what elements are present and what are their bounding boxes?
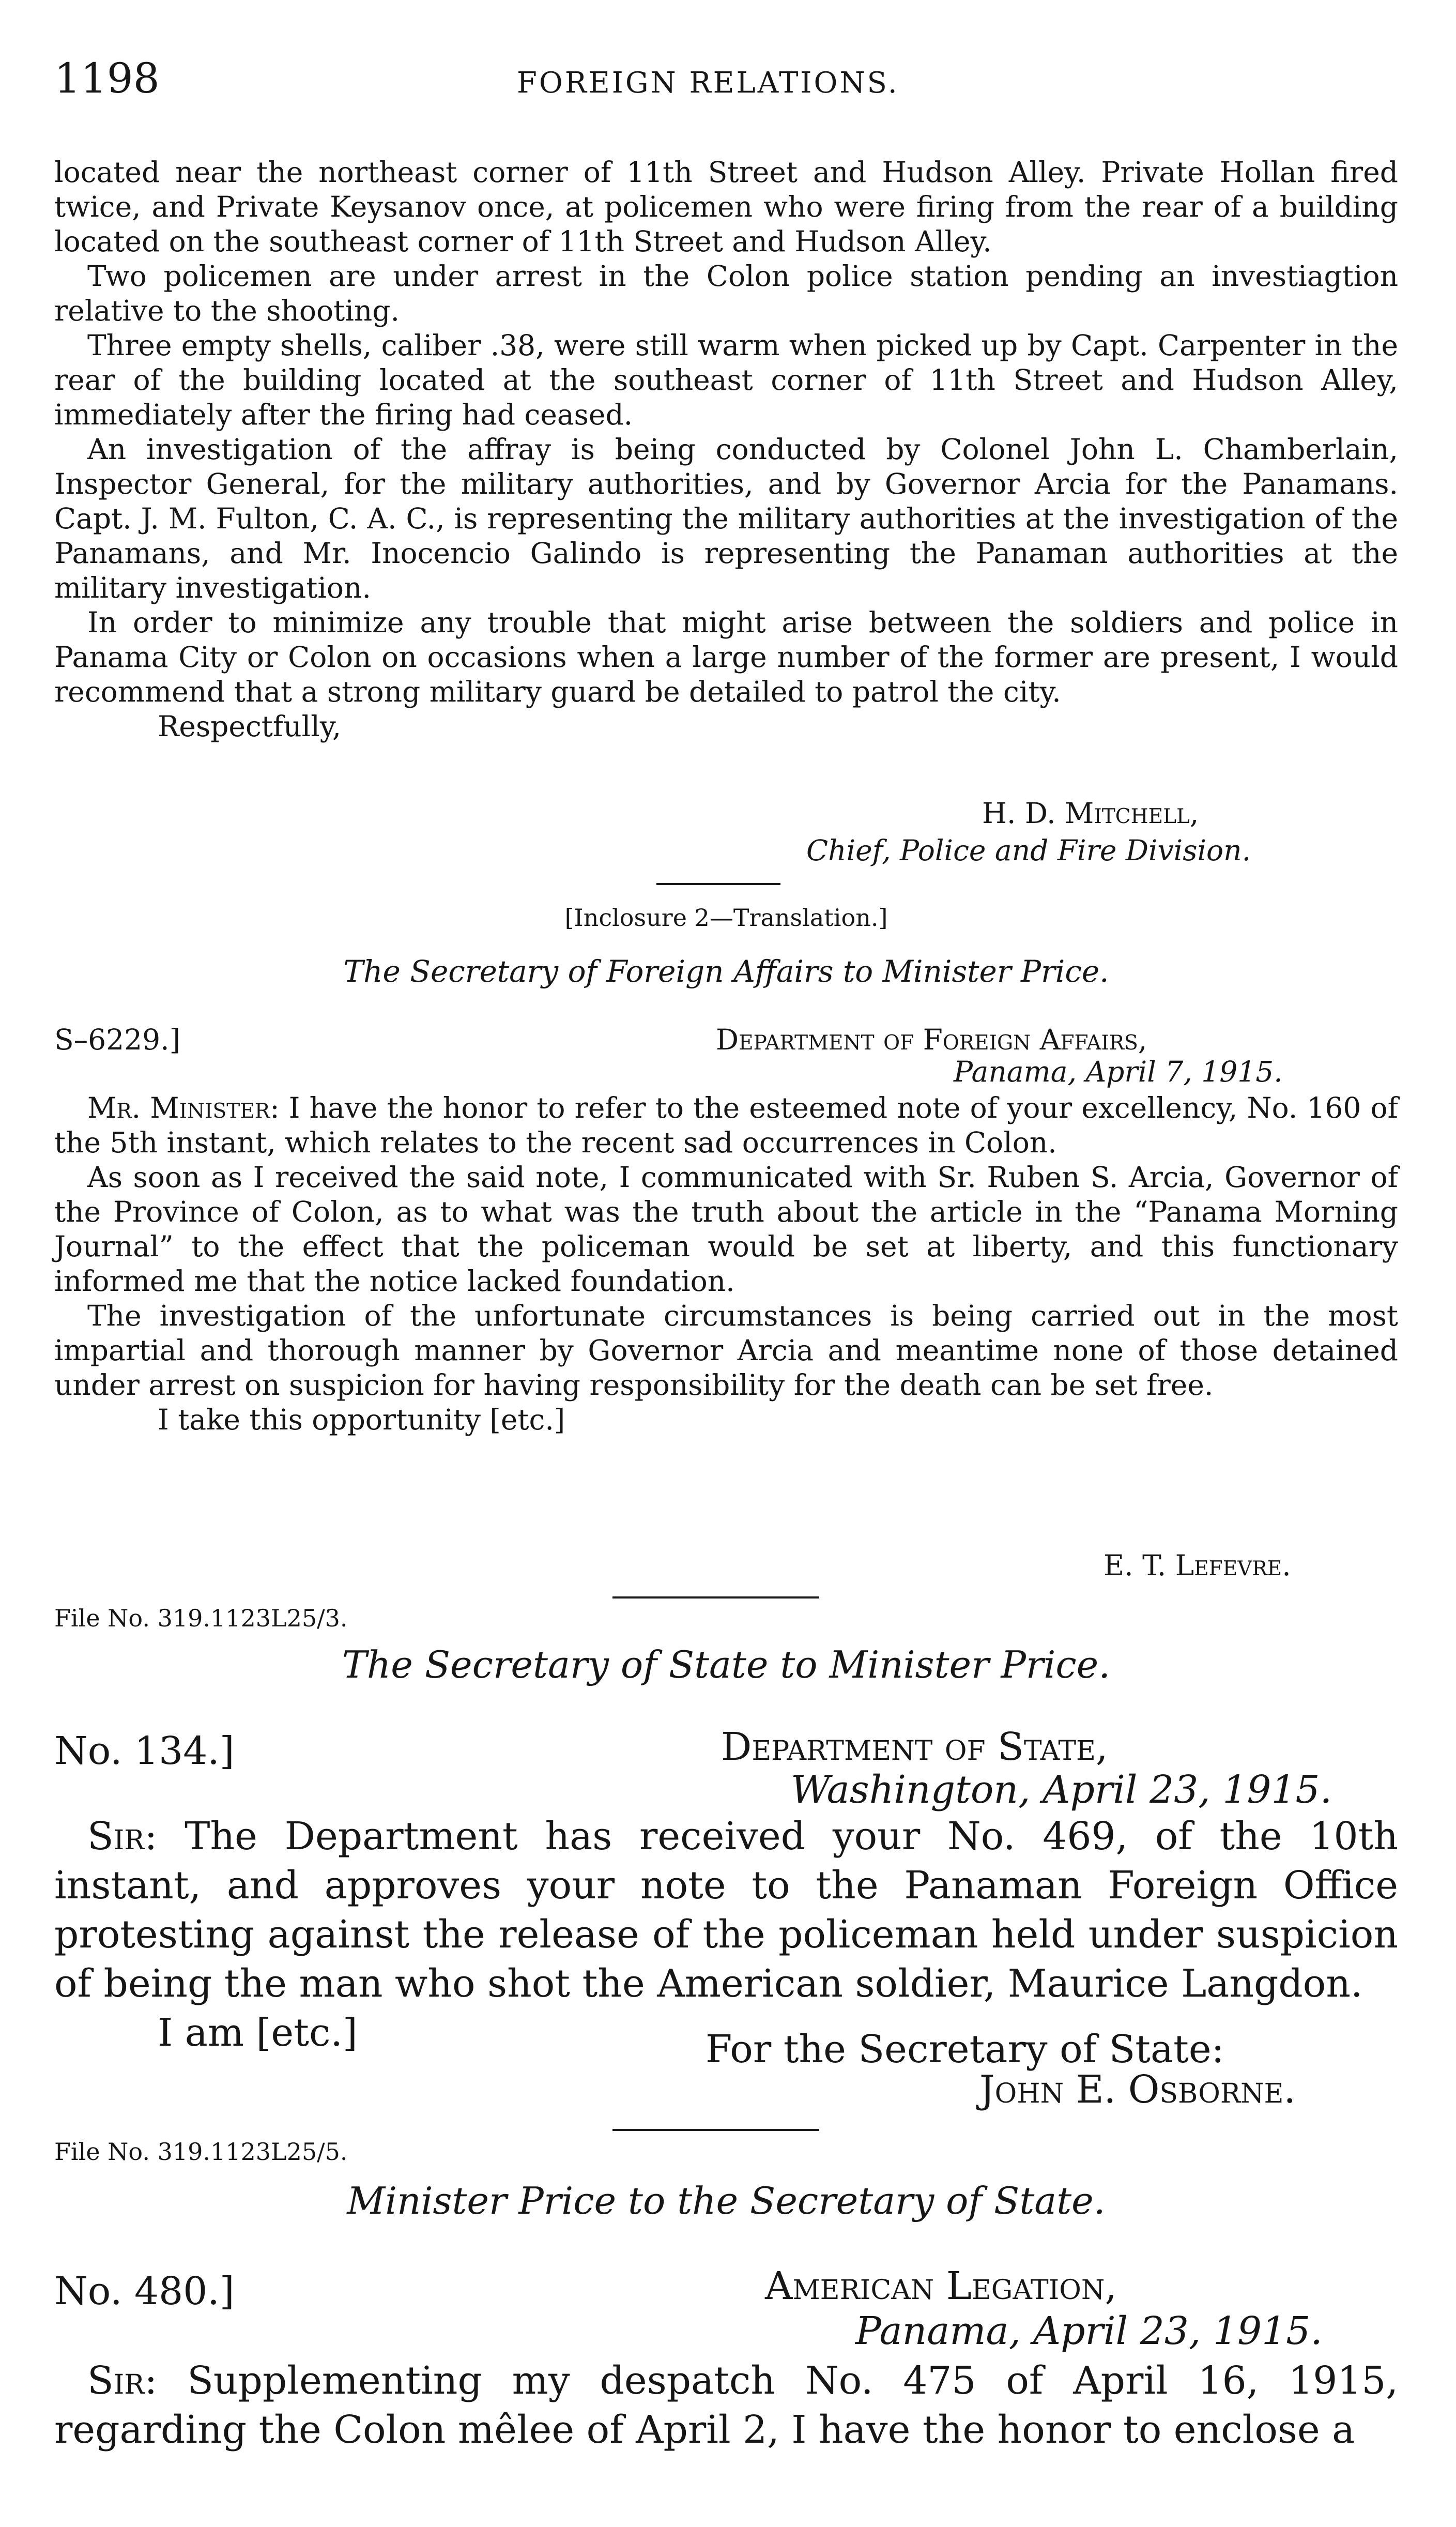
letter-ref: No. 480.] xyxy=(54,2269,235,2313)
report-paragraph: An investigation of the affray is being conducted by Colonel John L. Chamberlain, Inspector General, for the military authorities, and by Governor Arcia for the Panamans. Capt. J. M. Fulton, C. A. C., is representing the military authorities at the investigation of the Panamans, and Mr. Inocencio Galindo is representing the Panaman authorities at the military investigation. xyxy=(54,433,1398,604)
inclosure-salutation: Mr. Minister: xyxy=(87,1091,280,1124)
letter-paragraph: Sir: Supplementing my despatch No. 475 of April 16, 1915, regarding the Colon mêlee of April 2, I have the honor to enclose a xyxy=(54,2358,1398,2452)
section-divider xyxy=(656,883,780,885)
section-divider xyxy=(612,1596,819,1599)
letter-salutation: Sir: xyxy=(87,1814,158,1859)
running-title: FOREIGN RELATIONS. xyxy=(517,66,899,100)
letter-signer: John E. Osborne. xyxy=(979,2067,1296,2112)
file-number: File No. 319.1123L25/3. xyxy=(54,1604,348,1632)
inclosure-heading: The Secretary of Foreign Affairs to Minister Price. xyxy=(343,954,1109,989)
report-paragraph: Two policemen are under arrest in the Colon police station pending an investiagtion relative to the shooting. xyxy=(54,260,1398,327)
letter-for-line: For the Secretary of State: xyxy=(706,2027,1224,2072)
letter-body xyxy=(54,2356,1398,2455)
report-signer-title: Chief, Police and Fire Division. xyxy=(806,834,1251,867)
letter-department: Department of State, xyxy=(721,1725,1108,1769)
report-paragraph: Three empty shells, caliber .38, were still warm when picked up by Capt. Carpenter in the rear of the building located at the southeast corner of 11th Street and Hudson Alley, immediately after the firing had ceased. xyxy=(54,329,1398,431)
section-divider xyxy=(612,2129,819,2131)
letter-heading: Minister Price to the Secretary of State. xyxy=(347,2179,1106,2222)
letter-salutation: Sir: xyxy=(87,2358,158,2403)
inclosure-signer: E. T. Lefevre. xyxy=(1104,1549,1291,1582)
report-paragraph: In order to minimize any trouble that might arise between the soldiers and police in Panama City or Colon on occasions when a large number of the former are present, I would recommend that a strong military guard be detailed to patrol the city. xyxy=(54,606,1398,708)
inclosure-closing: I take this opportunity [etc.] xyxy=(158,1403,565,1436)
inclosure-ref: S–6229.] xyxy=(54,1023,181,1056)
report-closing: Respectfully, xyxy=(158,710,342,743)
inclosure-label: [Inclosure 2—Translation.] xyxy=(564,904,888,932)
inclosure-place-date: Panama, April 7, 1915. xyxy=(954,1055,1283,1088)
inclosure-paragraph: Mr. Minister: I have the honor to refer to the esteemed note of your excellency, No. 160 of the 5th instant, which relates to the recent sad occurrences in Colon. xyxy=(54,1091,1398,1159)
file-number: File No. 319.1123L25/5. xyxy=(54,2138,348,2166)
inclosure-department: Department of Foreign Affairs, xyxy=(716,1023,1147,1056)
report-signer: H. D. Mitchell, xyxy=(982,797,1199,830)
inclosure-paragraph: As soon as I received the said note, I communicated with Sr. Ruben S. Arcia, Governor of the Province of Colon, as to what was the truth about the article in the “Panama Morning Journal” to the effect that the policeman would be set at liberty, and this functionary informed me that the notice lacked foundation. xyxy=(54,1161,1398,1298)
report-paragraph: located near the northeast corner of 11th Street and Hudson Alley. Private Hollan fired twice, and Private Keysanov once, at policemen who were firing from the rear of a building located on the southeast corner of 11th Street and Hudson Alley. xyxy=(54,156,1398,258)
letter-ref: No. 134.] xyxy=(54,1729,235,1773)
letter-place-date: Washington, April 23, 1915. xyxy=(791,1768,1332,1812)
letter-closing: I am [etc.] xyxy=(158,2011,358,2055)
letter-paragraph: Sir: The Department has received your No. 469, of the 10th instant, and approves your note to the Panaman Foreign Office protesting against the release of the policeman held under suspicion of being the man who shot the American soldier, Maurice Langdon. xyxy=(54,1814,1398,2006)
inclosure-paragraph: The investigation of the unfortunate circumstances is being carried out in the most impartial and thorough manner by Governor Arcia and meantime none of those detained under arrest on suspicion for having responsibility for the death can be set free. xyxy=(54,1299,1398,1402)
page-number: 1198 xyxy=(54,54,160,102)
letter-place-date: Panama, April 23, 1915. xyxy=(855,2309,1323,2353)
letter-heading: The Secretary of State to Minister Price. xyxy=(342,1643,1111,1686)
inclosure-body xyxy=(54,1091,1398,1437)
mitchell-report-body xyxy=(54,155,1398,744)
letter-department: American Legation, xyxy=(765,2264,1117,2308)
letter-body xyxy=(54,1812,1398,2058)
